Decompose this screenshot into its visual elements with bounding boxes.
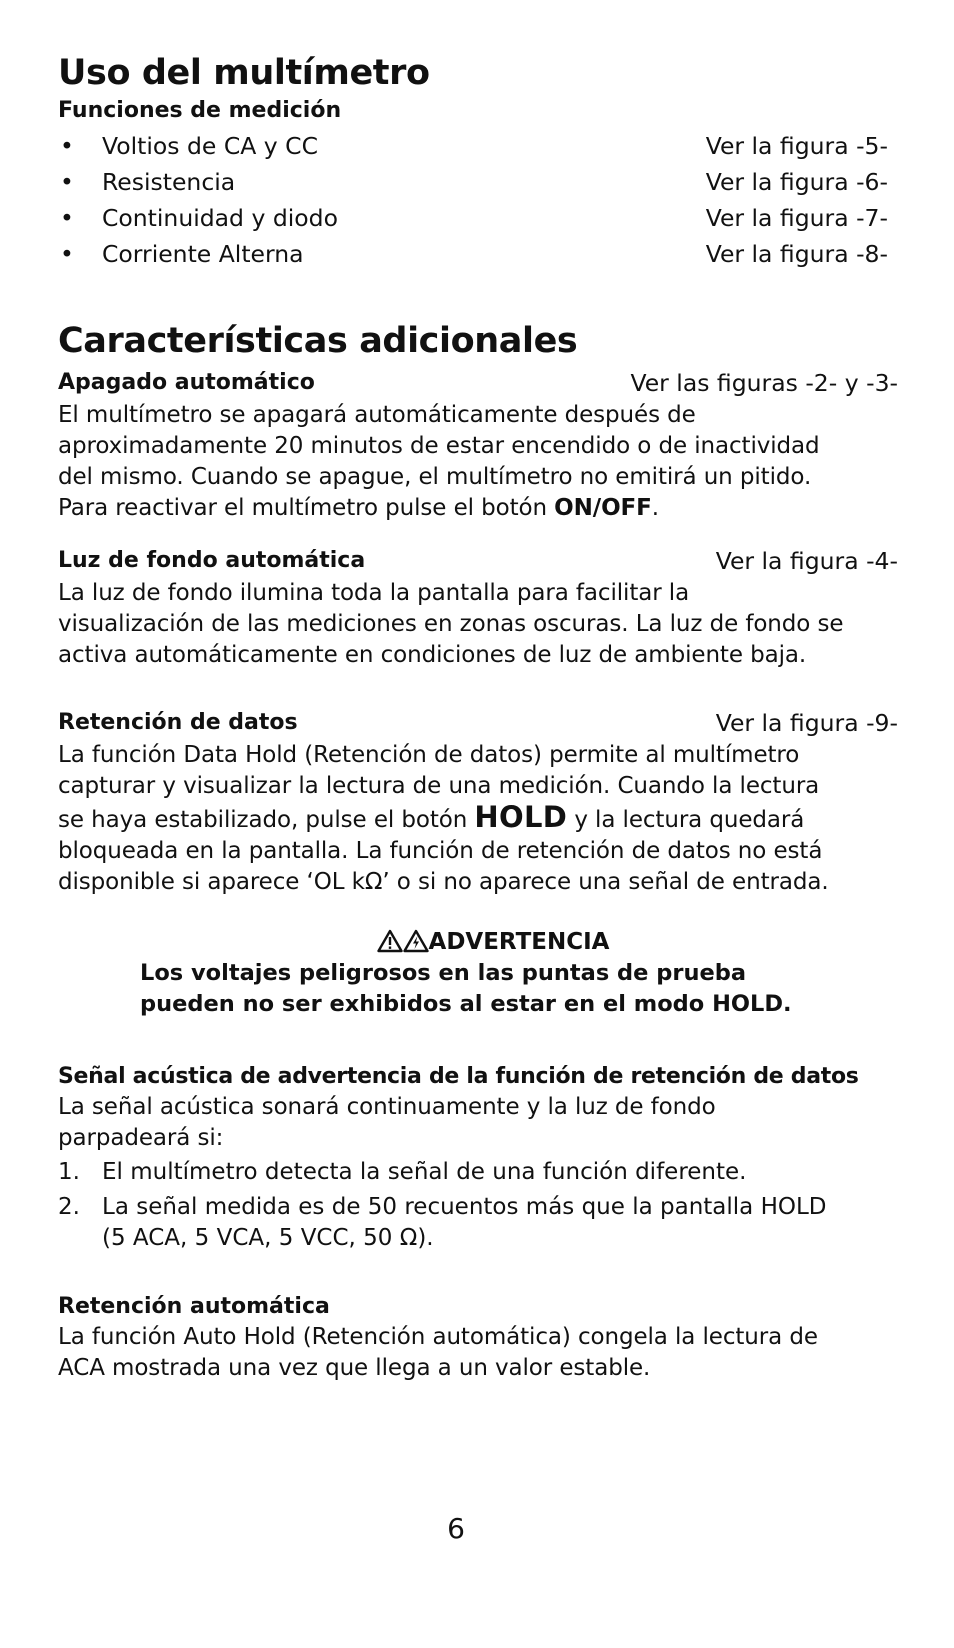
list-item [58, 1192, 898, 1254]
measurement-functions-list [58, 128, 888, 272]
paragraph-line: capturar y visualizar la lectura de una medición. Cuando la lectura [58, 773, 820, 799]
paragraph-line: ACA mostrada una vez que llega a un valor estable. [58, 1355, 651, 1381]
list-item [58, 200, 888, 236]
paragraph-line: bloqueada en la pantalla. La función de retención de datos no está [58, 838, 823, 864]
hold-beep-conditions-list [58, 1157, 898, 1254]
figure-reference: Ver la figura -6- [705, 168, 888, 196]
list-item [58, 164, 888, 200]
bullet: • [60, 132, 74, 160]
figure-reference: Ver la figura -5- [705, 132, 888, 160]
subtitle-funciones-de-medicion: Funciones de medición [58, 98, 342, 123]
paragraph-line [58, 802, 898, 836]
auto-hold-section [58, 1292, 898, 1384]
on-off-button-name: ON/OFF [554, 495, 652, 521]
paragraph-line: activa automáticamente en condiciones de luz de ambiente baja. [58, 642, 807, 668]
paragraph-line: La función Auto Hold (Retención automática) congela la lectura de [58, 1324, 818, 1350]
paragraph-line [58, 493, 898, 524]
list-item [58, 236, 888, 272]
warning-label: ADVERTENCIA [428, 929, 610, 955]
paragraph-line: El multímetro se apagará automáticamente después de [58, 402, 696, 428]
backlight-section [58, 544, 898, 671]
text-run: Para reactivar el multímetro pulse el botón [58, 495, 555, 521]
backlight-paragraph [58, 578, 898, 671]
warning-triangle-icon [377, 929, 403, 953]
backlight-heading: Luz de fondo automática [58, 548, 366, 573]
paragraph-line: del mismo. Cuando se apague, el multímetro no emitirá un pitido. [58, 464, 812, 490]
warning-line: Los voltajes peligrosos en las puntas de prueba [140, 960, 747, 986]
auto-off-paragraph [58, 400, 898, 524]
paragraph-line: La función Data Hold (Retención de datos) permite al multímetro [58, 742, 800, 768]
high-voltage-triangle-icon [403, 929, 429, 953]
auto-off-header [58, 366, 898, 400]
paragraph-line: parpadeará si: [58, 1125, 224, 1151]
text-run: . [651, 495, 659, 521]
bullet: • [60, 168, 74, 196]
data-hold-header [58, 706, 898, 740]
hold-beep-paragraph [58, 1092, 898, 1154]
function-label: Voltios de CA y CC [102, 132, 318, 160]
paragraph-line: La señal acústica sonará continuamente y la luz de fondo [58, 1094, 716, 1120]
function-label: Continuidad y diodo [102, 204, 338, 232]
figure-reference: Ver la figura -7- [705, 204, 888, 232]
manual-page [58, 0, 898, 1648]
function-label: Corriente Alterna [102, 240, 304, 268]
page-number: 6 [447, 1512, 465, 1545]
figure-reference: Ver la figura -4- [715, 547, 898, 575]
paragraph-line: La luz de fondo ilumina toda la pantalla para facilitar la [58, 580, 690, 606]
text-run: y la lectura quedará [567, 807, 805, 833]
data-hold-section [58, 706, 898, 898]
item-number: 1. [58, 1159, 80, 1185]
item-number: 2. [58, 1194, 80, 1220]
warning-text [140, 958, 898, 1020]
warning-line: pueden no ser exhibidos al estar en el modo HOLD. [140, 991, 792, 1017]
figure-reference: Ver las figuras -2- y -3- [630, 369, 898, 397]
figure-reference: Ver la figura -9- [715, 709, 898, 737]
paragraph-line: visualización de las mediciones en zonas oscuras. La luz de fondo se [58, 611, 844, 637]
auto-hold-paragraph [58, 1322, 898, 1384]
backlight-header [58, 544, 898, 578]
list-item [58, 1157, 898, 1188]
auto-off-heading: Apagado automático [58, 370, 315, 395]
paragraph-line: disponible si aparece ‘OL kΩ’ o si no aparece una señal de entrada. [58, 869, 829, 895]
figure-reference: Ver la figura -8- [705, 240, 888, 268]
bullet: • [60, 204, 74, 232]
function-label: Resistencia [102, 168, 236, 196]
section-title-uso-del-multimetro: Uso del multímetro [58, 53, 430, 93]
paragraph-line: aproximadamente 20 minutos de estar encendido o de inactividad [58, 433, 820, 459]
auto-hold-heading: Retención automática [58, 1294, 330, 1319]
list-item [58, 128, 888, 164]
data-hold-paragraph [58, 740, 898, 898]
bullet: • [60, 240, 74, 268]
section-title-caracteristicas-adicionales: Características adicionales [58, 321, 578, 361]
text-run: se haya estabilizado, pulse el botón [58, 807, 475, 833]
warning-box [58, 926, 898, 1020]
item-line: (5 ACA, 5 VCA, 5 VCC, 50 Ω). [102, 1225, 434, 1251]
hold-button-name: HOLD [474, 800, 568, 834]
data-hold-heading: Retención de datos [58, 710, 298, 735]
hold-beep-section [58, 1062, 898, 1254]
item-line: La señal medida es de 50 recuentos más que la pantalla HOLD [102, 1194, 827, 1220]
warning-title [58, 926, 898, 958]
item-line: El multímetro detecta la señal de una función diferente. [102, 1159, 747, 1185]
hold-beep-heading: Señal acústica de advertencia de la función de retención de datos [58, 1064, 859, 1089]
auto-off-section [58, 366, 898, 524]
